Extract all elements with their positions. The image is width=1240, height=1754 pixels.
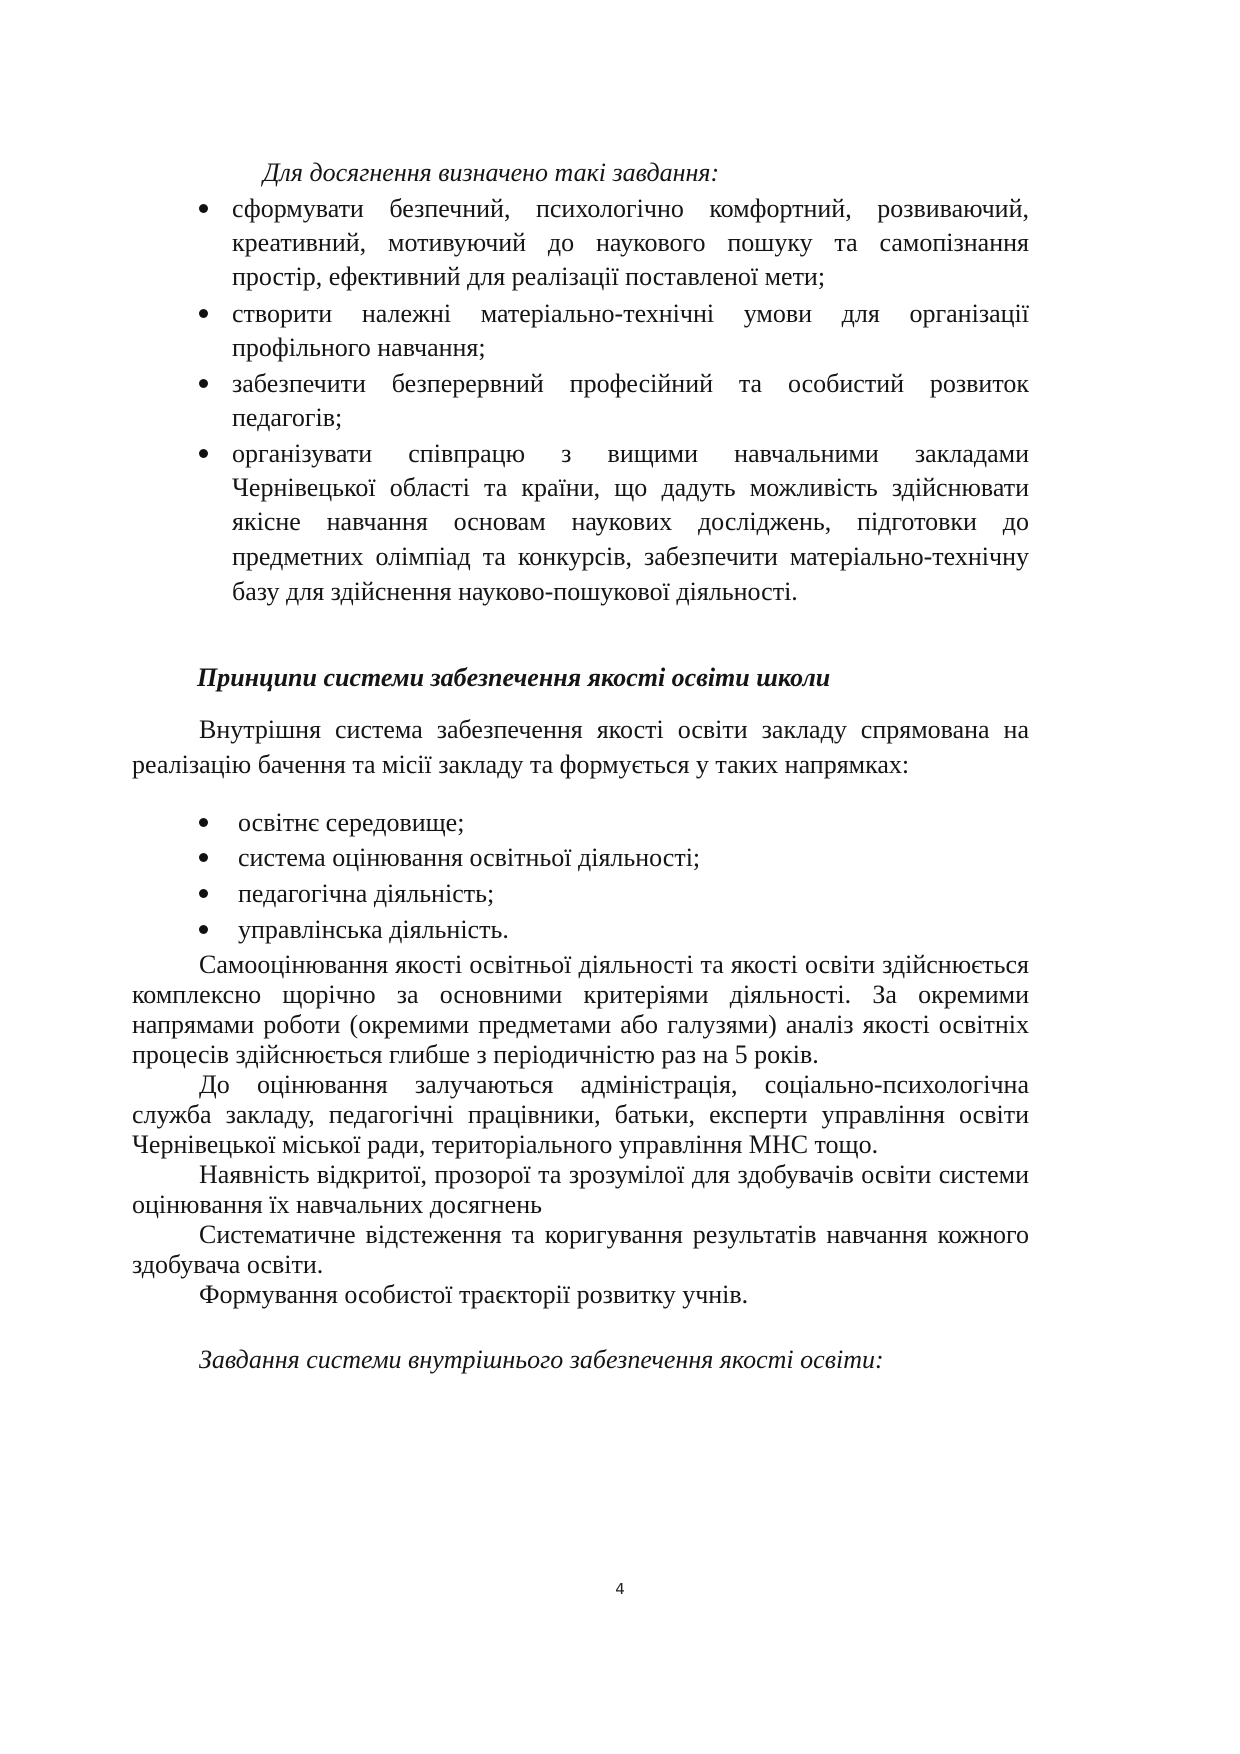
bullet-icon <box>199 925 208 934</box>
bullet-icon <box>199 449 208 458</box>
tasks-intro-heading: Для досягнення визначено такі завдання: <box>263 158 720 187</box>
paragraph-line: Внутрішня система забезпечення якості освіти закладу спрямована на <box>199 715 1029 744</box>
list-item-line: простір, ефективний для реалізації поставленої мети; <box>232 262 826 291</box>
list-item-line: сформувати безпечний, психологічно комфортний, розвиваючий, <box>232 194 1029 223</box>
paragraph-line: До оцінювання залучаються адміністрація, соціально-психологічна <box>199 1070 1029 1099</box>
paragraph-line: Чернівецької міської ради, територіального управління МНС тощо. <box>132 1130 879 1159</box>
paragraph-line: Формування особистої траєкторії розвитку учнів. <box>199 1280 749 1309</box>
list-item-text: управлінська діяльність. <box>238 915 509 944</box>
list-item-text: освітнє середовище; <box>238 808 465 837</box>
list-item-line: Чернівецької області та країни, що дадуть можливість здійснювати <box>232 473 1029 502</box>
list-item-line: педагогів; <box>232 403 343 432</box>
bullet-icon <box>199 818 208 827</box>
paragraph-line: Самооцінювання якості освітньої діяльності та якості освіти здійснюється <box>199 950 1029 979</box>
bullet-icon <box>199 379 208 388</box>
paragraph-line: здобувача освіти. <box>132 1250 324 1279</box>
bullet-icon <box>199 309 208 318</box>
list-item-line: організувати співпрацю з вищими навчальними закладами <box>232 439 1029 468</box>
list-item-line: базу для здійснення науково-пошукової діяльності. <box>232 577 798 606</box>
paragraph-line: Систематичне відстеження та коригування результатів навчання кожного <box>199 1220 1029 1249</box>
paragraph-line: служба закладу, педагогічні працівники, батьки, експерти управління освіти <box>132 1100 1029 1129</box>
paragraph-line: комплексно щорічно за основними критеріями діяльності. За окремими <box>132 980 1029 1009</box>
list-item-text: педагогічна діяльність; <box>238 879 495 908</box>
list-item-line: якісне навчання основам наукових досліджень, підготовки до <box>232 507 1029 536</box>
list-item-text: система оцінювання освітньої діяльності; <box>238 843 701 872</box>
bullet-icon <box>199 889 208 898</box>
internal-tasks-heading: Завдання системи внутрішнього забезпечення якості освіти: <box>199 1345 884 1374</box>
list-item-line: створити належні матеріально-технічні умови для організації <box>232 299 1029 328</box>
principles-heading: Принципи системи забезпечення якості освіти школи <box>197 663 831 692</box>
paragraph-line: Наявність відкритої, прозорої та зрозумілої для здобувачів освіти системи <box>199 1160 1029 1189</box>
paragraph-line: оцінювання їх навчальних досягнень <box>132 1190 542 1219</box>
bullet-icon <box>199 853 208 862</box>
list-item-line: забезпечити безперервний професійний та особистий розвиток <box>232 369 1029 398</box>
list-item-line: профільного навчання; <box>232 333 486 362</box>
page-number: 4 <box>615 1580 625 1598</box>
paragraph-line: реалізацію бачення та місії закладу та формується у таких напрямках: <box>132 750 910 779</box>
paragraph-line: процесів здійснюється глибше з періодичністю раз на 5 років. <box>132 1040 819 1069</box>
list-item-line: креативний, мотивуючий до наукового пошуку та самопізнання <box>232 228 1029 257</box>
bullet-icon <box>199 204 208 213</box>
paragraph-line: напрямами роботи (окремими предметами або галузями) аналіз якості освітніх <box>132 1010 1029 1039</box>
list-item-line: предметних олімпіад та конкурсів, забезпечити матеріально-технічну <box>232 542 1029 571</box>
